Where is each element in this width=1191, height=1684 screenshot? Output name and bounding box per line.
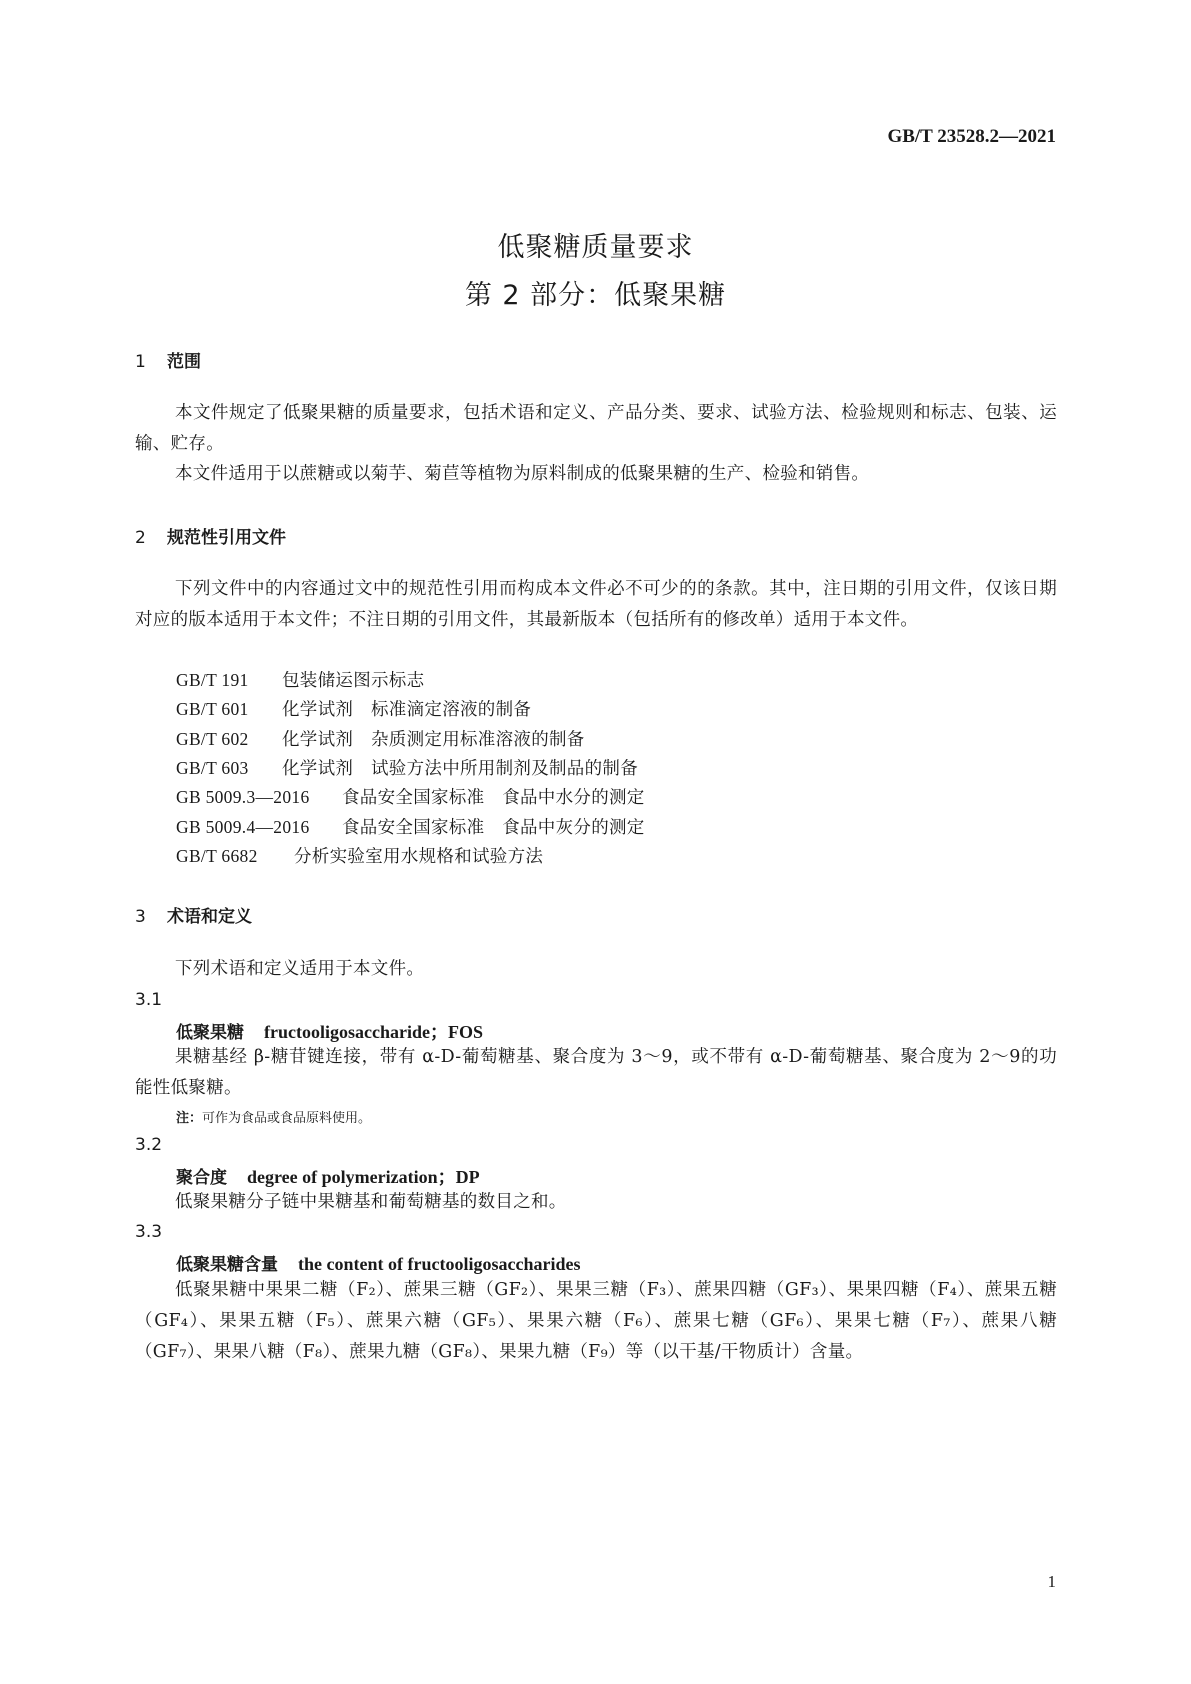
clause-number: 3.2 [135,1135,163,1155]
note-label: 注： [176,1111,203,1126]
reference-title: 食品安全国家标准 食品中灰分的测定 [342,818,645,838]
term-definition: 低聚果糖分子链中果糖基和葡萄糖基的数目之和。 [175,1192,567,1212]
term-english: fructooligosaccharide；FOS [264,1022,483,1042]
term-chinese: 低聚果糖含量 [176,1255,278,1275]
reference-title: 包装储运图示标志 [282,671,425,691]
clause-number: 3.3 [135,1222,163,1242]
section-title: 术语和定义 [167,907,252,927]
references-intro: 下列文件中的内容通过文中的规范性引用而构成本文件必不可少的的条款。其中，注日期的引用文件，仅该日期对应的版本适用于本文件；不注日期的引用文件，其最新版本（包括所有的修改单）适用于本文件。 [135,579,1057,630]
reference-title: 化学试剂 标准滴定溶液的制备 [282,700,532,720]
section-number: 1 [135,352,146,372]
section-heading-normative-references [135,523,286,548]
section-heading-terms [135,902,252,927]
scope-paragraph-2: 本文件适用于以蔗糖或以菊芋、菊苣等植物为原料制成的低聚果糖的生产、检验和销售。 [175,464,870,484]
section-heading-scope [135,347,201,372]
term-definition: 低聚果糖中果果二糖（F₂）、蔗果三糖（GF₂）、果果三糖（F₃）、蔗果四糖（GF₃）、果果四糖（F₄）、蔗果五糖（GF₄）、果果五糖（F₅）、蔗果六糖（GF₅）、果果六糖（F₆）、蔗果七糖（GF₆）、果果七糖（F₇）、蔗果八糖（GF₇）、果果八糖（F₈）、蔗果九糖（GF₈）、果果九糖（F₉）等（以干基/干物质计）含量。 [135,1280,1057,1362]
reference-item [176,696,531,721]
term-english: the content of fructooligosaccharides [298,1254,581,1274]
section-title: 范围 [167,352,201,372]
scope-paragraph-1: 本文件规定了低聚果糖的质量要求，包括术语和定义、产品分类、要求、试验方法、检验规则和标志、包装、运输、贮存。 [135,403,1057,454]
reference-item [176,843,543,868]
term-entry [176,1018,483,1044]
term-english: degree of polymerization；DP [247,1167,480,1187]
reference-code: GB/T 6682 [176,846,258,866]
section-title: 规范性引用文件 [167,528,286,548]
reference-item [176,667,424,692]
term-chinese: 低聚果糖 [176,1023,244,1043]
reference-title: 食品安全国家标准 食品中水分的测定 [342,788,645,808]
reference-code: GB/T 603 [176,758,249,778]
term-entry [176,1163,480,1189]
reference-title: 化学试剂 试验方法中所用制剂及制品的制备 [282,759,638,779]
reference-title: 分析实验室用水规格和试验方法 [294,847,544,867]
reference-code: GB 5009.4—2016 [176,817,310,837]
terms-intro: 下列术语和定义适用于本文件。 [175,959,425,979]
reference-item [176,726,585,751]
note-text: 可作为食品或食品原料使用。 [202,1111,372,1126]
document-title: 低聚糖质量要求 [497,232,694,263]
document-subtitle: 第 2 部分：低聚果糖 [464,280,727,311]
section-number: 3 [135,907,146,927]
reference-code: GB 5009.3—2016 [176,787,310,807]
term-note [176,1107,371,1126]
term-entry [176,1250,580,1275]
reference-code: GB/T 601 [176,699,249,719]
term-definition: 果糖基经 β-糖苷键连接，带有 α-D-葡萄糖基、聚合度为 3～9，或不带有 α-D-葡萄糖基、聚合度为 2～9的功能性低聚糖。 [135,1047,1057,1098]
standard-number: GB/T 23528.2—2021 [887,126,1056,147]
reference-code: GB/T 191 [176,670,249,690]
clause-number: 3.1 [135,990,163,1010]
reference-title: 化学试剂 杂质测定用标准溶液的制备 [282,730,585,750]
reference-item [176,784,645,809]
section-number: 2 [135,528,146,548]
reference-code: GB/T 602 [176,729,249,749]
reference-item [176,755,638,780]
term-chinese: 聚合度 [176,1168,227,1188]
page-number: 1 [1047,1572,1056,1591]
reference-item [176,814,645,839]
